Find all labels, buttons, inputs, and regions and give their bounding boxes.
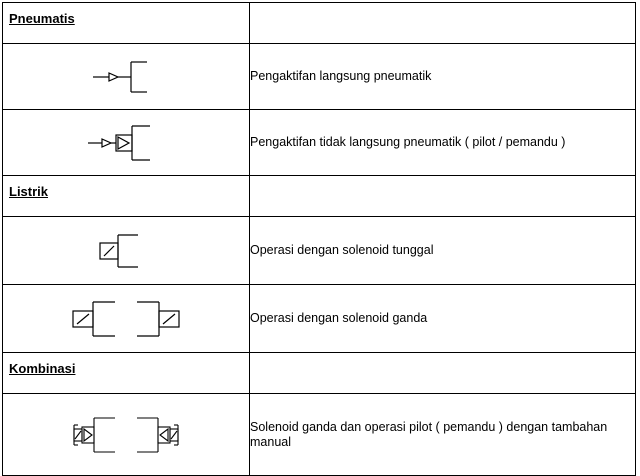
description-cell: Pengaktifan langsung pneumatik (250, 44, 636, 110)
section-header-electric (3, 176, 636, 217)
section-title-electric: Listrik (9, 184, 49, 199)
section-title-combination: Kombinasi (9, 361, 76, 376)
table-row (3, 44, 636, 110)
section-empty-cell (250, 176, 636, 217)
table-row (3, 217, 636, 285)
symbol-cell (3, 285, 250, 353)
symbol-cell (3, 217, 250, 285)
pneumatic-pilot-icon (86, 123, 166, 163)
single-solenoid-icon (96, 231, 156, 271)
symbol-cell (3, 394, 250, 476)
symbol-cell (3, 110, 250, 176)
section-empty-cell (250, 3, 636, 44)
description-cell: Pengaktifan tidak langsung pneumatik ( pilot / pemandu ) (250, 110, 636, 176)
section-title-cell (3, 176, 250, 217)
table-row (3, 285, 636, 353)
double-solenoid-icon (71, 299, 181, 339)
section-header-combination (3, 353, 636, 394)
table-row (3, 394, 636, 476)
symbol-cell (3, 44, 250, 110)
section-empty-cell (250, 353, 636, 394)
double-solenoid-pilot-manual-icon (71, 415, 181, 455)
section-title-pneumatic: Pneumatis (9, 11, 75, 26)
description-cell: Solenoid ganda dan operasi pilot ( pemandu ) dengan tambahan manual (250, 394, 636, 476)
description-cell: Operasi dengan solenoid ganda (250, 285, 636, 353)
section-header-pneumatic (3, 3, 636, 44)
table-row (3, 110, 636, 176)
section-title-cell (3, 353, 250, 394)
pneumatic-direct-icon (91, 57, 161, 97)
section-title-cell (3, 3, 250, 44)
description-cell: Operasi dengan solenoid tunggal (250, 217, 636, 285)
actuation-symbol-table (2, 2, 636, 476)
